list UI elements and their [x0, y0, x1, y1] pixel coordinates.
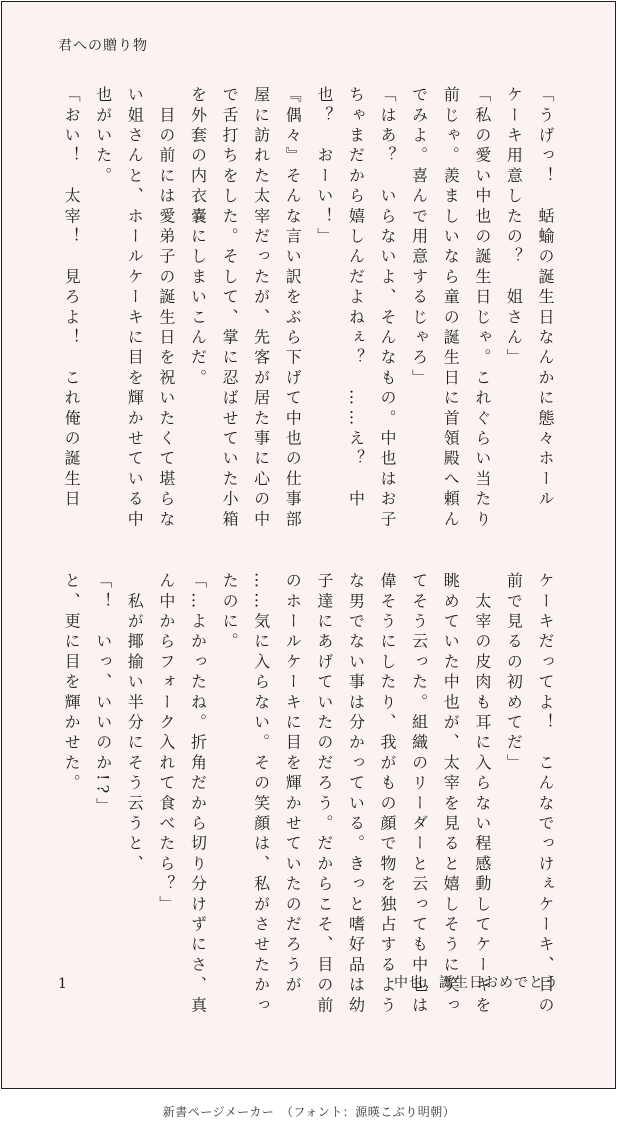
body-text-upper: 「うげっ！ 蛞蝓の誕生日なんかに態々ホール ケーキ用意したの？ 姐さん」 「私の愛い中也の誕生日じゃ。これぐらい当たり 前じゃ。羨ましいなら童の誕生日に首領殿へ頼ん でみよ。喜んで用意するじゃろ」 「はあ？ いらないよ、そんなもの。中也はお子 ちゃまだから嬉しんだよねぇ？ ……え？ 中 也？ おーい！」 『偶々』そんな言い訳をぶら下げて中也の仕事部 屋に訪れた太宰だったが、先客が居た事に心の中 で舌打ちをした。そして、掌に忍ばせていた小箱 を外套の内衣嚢にしまいこんだ。 目の前には愛弟子の誕生日を祝いたくて堪らな い姐さんと、ホールケーキに目を輝かせている中 也がいた。 「おい！ 太宰！ 見ろよ！ これ俺の誕生日	[62, 86, 555, 531]
generator-credit: 新書ページメーカー （フォント：源暎こぶり明朝）	[162, 1105, 456, 1119]
page-title: 君への贈り物	[58, 38, 148, 54]
book-page	[1, 1, 616, 1089]
body-text-lower: ケーキだってよ！ こんなでっけぇケーキ、目の 前で見るの初めてだ」 太宰の皮肉も耳に入らない程感動してケーキを 眺めていた中也が、太宰を見ると嬉しそうに笑っ てそう云った。組織のリーダーと云っても中也は 偉そうにしたり、我がもの顔で物を独占するよう な男でない事は分かっている。きっと嗜好品は幼 子達にあげていたのだろう。だからこそ、目の前 のホールケーキに目を輝かせていたのだろうが ……気に入らない。その笑顔は、私がさせたかっ たのに。 「…よかったね。折角だから切り分けずにさ、真 ん中からフォーク入れて食べたら？」 私が揶揄い半分にそう云うと、 「！ いっ、いいのか!?」 と、更に目を輝かせた。	[62, 572, 555, 1017]
page-number: 1	[58, 976, 67, 992]
running-footer: 中也、誕生日おめでとう	[394, 975, 559, 991]
